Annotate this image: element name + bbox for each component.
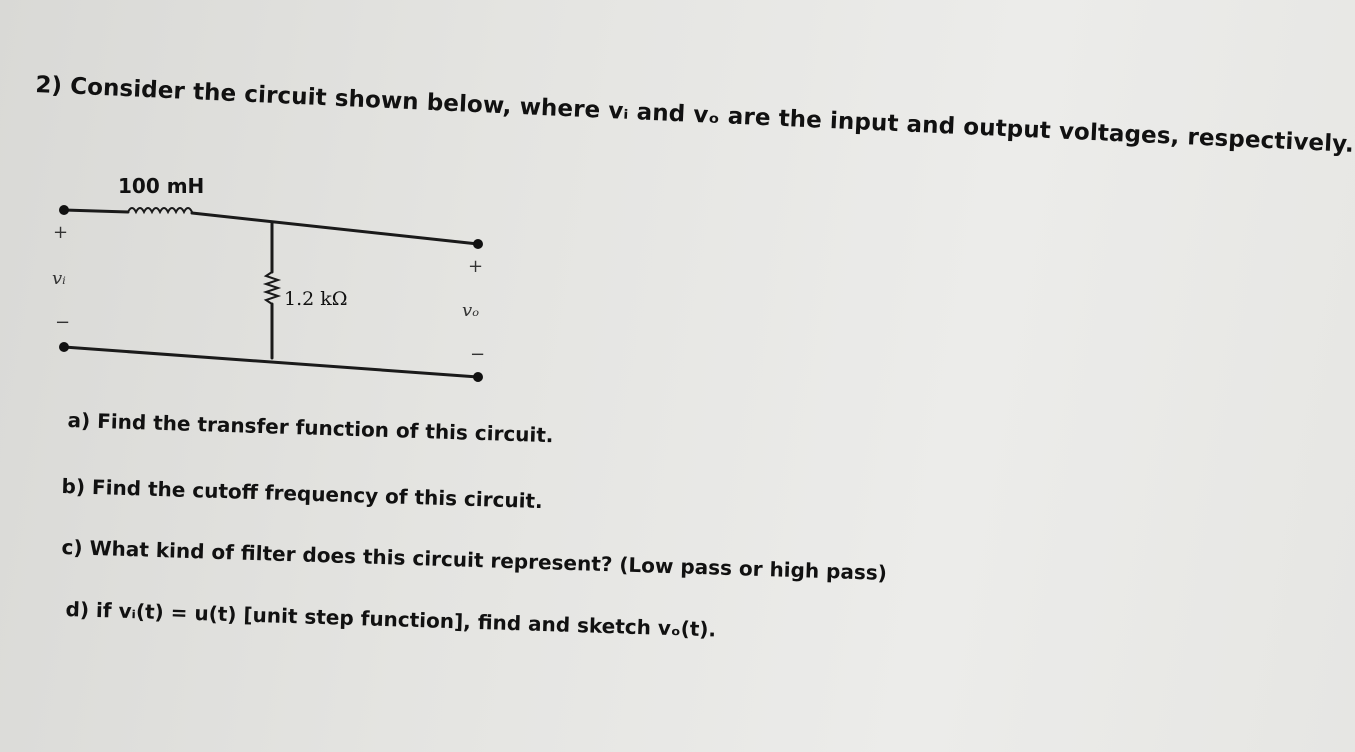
inductor-symbol: [128, 208, 192, 212]
input-minus-sign: −: [55, 312, 71, 333]
output-voltage-label: vₒ: [462, 300, 480, 321]
problem-heading: 2) Consider the circuit shown below, where vᵢ and vₒ are the input and output voltages, respectively.: [34, 72, 1355, 158]
question-c: c) What kind of filter does this circuit represent? (Low pass or high pass): [61, 535, 888, 585]
question-a: a) Find the transfer function of this circuit.: [67, 408, 554, 448]
resistor-symbol: [266, 272, 278, 304]
output-terminal-top: [473, 239, 483, 249]
resistor-label: 1.2 kΩ: [284, 288, 348, 310]
top-wire-left: [64, 210, 128, 212]
top-wire-right: [192, 213, 478, 244]
inductor-label: 100 mH: [118, 174, 205, 198]
input-terminal-bottom: [59, 342, 69, 352]
input-plus-sign: +: [53, 222, 69, 243]
input-voltage-label: vᵢ: [52, 268, 66, 289]
question-b: b) Find the cutoff frequency of this circuit.: [61, 474, 544, 514]
input-terminal-top: [59, 205, 69, 215]
output-terminal-bottom: [473, 372, 483, 382]
question-d: d) if vᵢ(t) = u(t) [unit step function], find and sketch vₒ(t).: [65, 597, 717, 642]
output-minus-sign: −: [470, 344, 486, 365]
output-plus-sign: +: [468, 256, 484, 277]
